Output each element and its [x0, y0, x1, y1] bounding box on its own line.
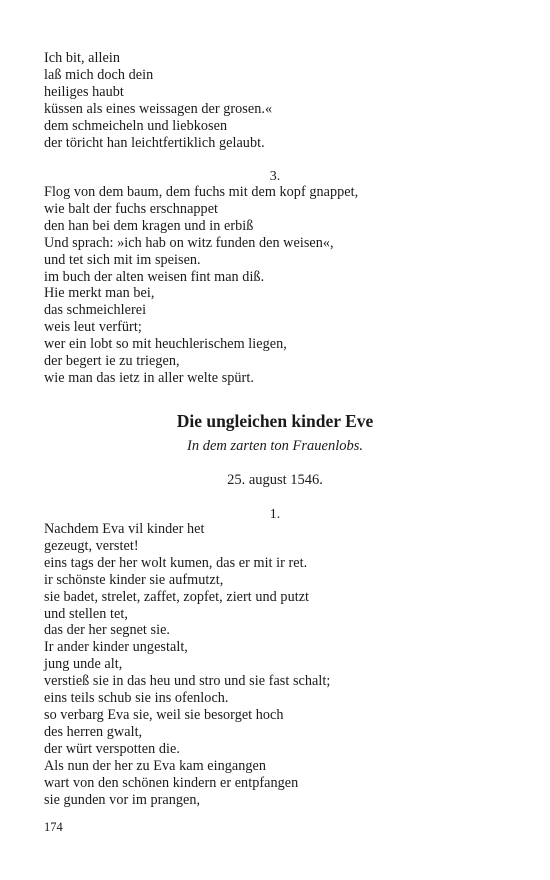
verse-line: jung unde alt, [44, 656, 123, 673]
verse-line: heiliges haubt [44, 83, 124, 100]
poem-continuation [44, 50, 514, 151]
verse-line: Und sprach: »ich hab on witz funden den weisen«, [44, 234, 334, 251]
verse-line: wart von den schönen kindern er entpfangen [44, 774, 299, 791]
verse-line: der töricht han leichtfertiklich gelaubt. [44, 134, 265, 151]
verse-line: eins teils schub sie ins ofenloch. [44, 690, 229, 707]
verse-line: und tet sich mit im speisen. [44, 251, 201, 268]
stanza-3 [44, 184, 514, 387]
verse-line: küssen als eines weissagen der grosen.« [44, 100, 273, 117]
poem-subtitle: In dem zarten ton Frauenlobs. [187, 438, 363, 454]
verse-line: Als nun der her zu Eva kam eingangen [44, 757, 267, 774]
verse-line: den han bei dem kragen und in erbiß [44, 217, 254, 234]
stanza-number: 1. [269, 507, 281, 522]
verse-line: eins tags der her wolt kumen, das er mit ir ret. [44, 554, 308, 571]
verse-line: gezeugt, verstet! [44, 537, 139, 554]
verse-line: und stellen tet, [44, 605, 128, 622]
verse-line: der begert ie zu triegen, [44, 353, 180, 370]
verse-line: Flog von dem baum, dem fuchs mit dem kopf gnappet, [44, 184, 359, 200]
verse-line: verstieß sie in das heu und stro und sie fast schalt; [44, 673, 331, 690]
verse-line: der würt verspotten die. [44, 740, 180, 757]
verse-line: so verbarg Eva sie, weil sie besorget hoch [44, 706, 284, 723]
verse-line: des herren gwalt, [44, 723, 143, 740]
poem-date: 25. august 1546. [227, 472, 323, 488]
verse-line: weis leut verfürt; [44, 319, 142, 336]
verse-line: sie gunden vor im prangen, [44, 791, 201, 808]
verse-line: wie balt der fuchs erschnappet [44, 200, 219, 217]
verse-line: Hie merkt man bei, [44, 285, 155, 302]
verse-line: wer ein lobt so mit heuchlerischem liegen, [44, 336, 287, 353]
verse-line: sie badet, strelet, zaffet, zopfet, ziert und putzt [44, 588, 310, 605]
verse-line: laß mich doch dein [44, 66, 154, 83]
verse-line: dem schmeicheln und liebkosen [44, 117, 228, 134]
verse-line: das der her segnet sie. [44, 622, 171, 639]
verse-line: wie man das ietz in aller welte spürt. [44, 369, 254, 386]
stanza-number: 3. [269, 169, 281, 184]
page-number: 174 [44, 820, 63, 834]
verse-line: Nachdem Eva vil kinder het [44, 521, 205, 537]
verse-line: Ir ander kinder ungestalt, [44, 639, 188, 656]
verse-line: im buch der alten weisen fint man diß. [44, 268, 265, 285]
verse-line: das schmeichlerei [44, 302, 147, 319]
verse-line: Ich bit, allein [44, 50, 120, 66]
poem-title: Die ungleichen kinder Eve [176, 411, 374, 431]
stanza-1 [44, 521, 514, 808]
verse-line: ir schönste kinder sie aufmutzt, [44, 571, 224, 588]
